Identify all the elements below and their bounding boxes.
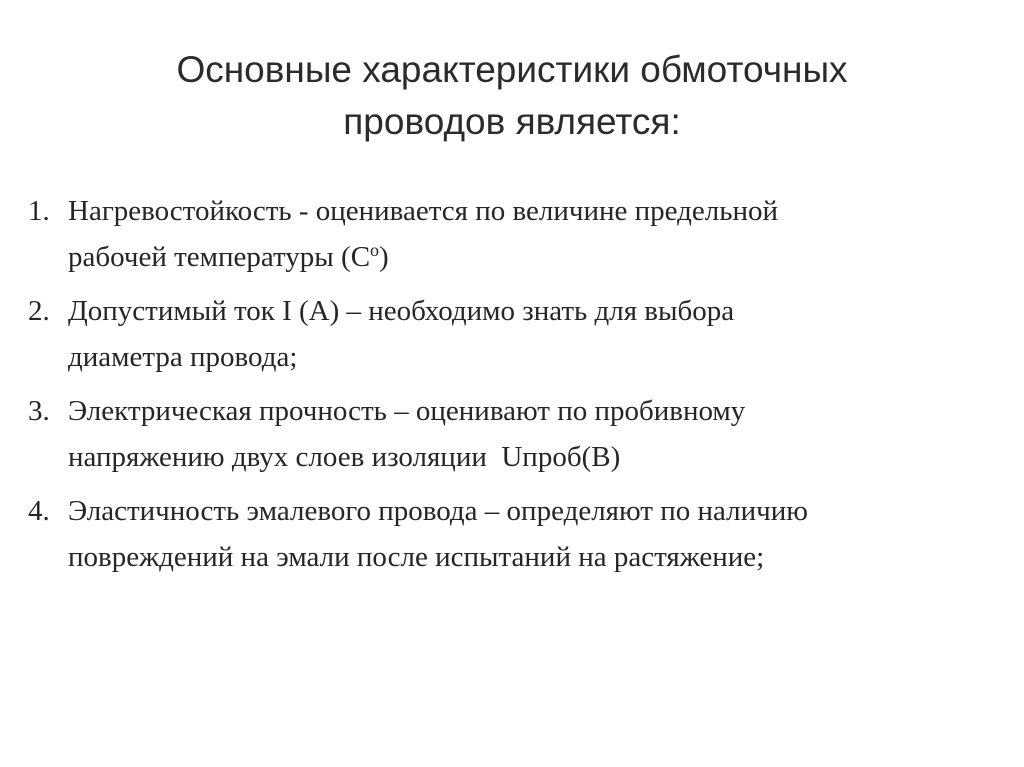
list-item-number: 3. [28,395,50,427]
list-item-heat-resistance [28,188,1008,280]
list-item-text-line-1: Эластичность эмалевого провода – определяют по наличию [68,495,808,527]
list-item-number: 4. [28,495,50,527]
closing-paren: ) [379,241,389,273]
list-item-text-line-1: Нагревостойкость - оценивается по величине предельной [68,195,778,227]
list-item-allowable-current [28,288,1008,380]
title-line-2: проводов является: [343,101,681,142]
list-item-text-line-2: повреждений на эмали после испытаний на растяжение; [68,541,765,573]
slide-title [0,44,1024,148]
list-item-text-line-2: напряжению двух слоев изоляции Uпроб(В) [68,441,621,473]
temperature-text: рабочей температуры (С [68,241,371,273]
list-item-text-line-1: Допустимый ток I (А) – необходимо знать для выбора [68,295,735,327]
list-item-elasticity [28,488,1008,580]
list-item-electric-strength [28,388,1008,480]
list-item-text-line-2 [68,234,1008,280]
list-item-number: 1. [28,195,50,227]
title-line-1: Основные характеристики обмоточных [176,49,848,90]
characteristics-list [28,188,1008,588]
list-item-text-line-1: Электрическая прочность – оценивают по пробивному [68,395,746,427]
degree-superscript: о [370,240,380,260]
list-item-number: 2. [28,295,50,327]
list-item-text-line-2: диаметра провода; [68,341,298,373]
